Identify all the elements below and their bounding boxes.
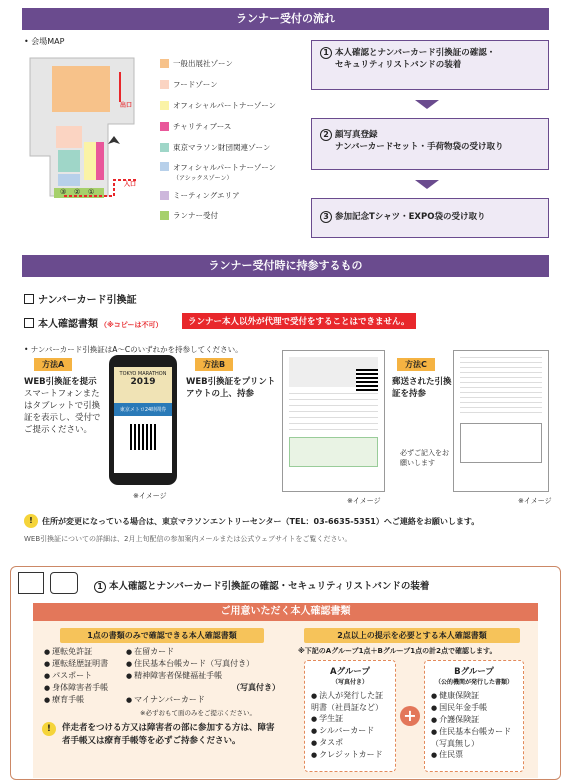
doc-item: ● 住民票 — [431, 749, 517, 761]
phone-banner: 東京メトロ24時間券 — [114, 403, 172, 416]
doc-item: ● 介護保険証 — [431, 714, 517, 726]
step-number: 3 — [320, 211, 332, 223]
step-number: 2 — [320, 129, 332, 141]
single-doc-title: 1点の書類のみで確認できる本人確認書類 — [60, 628, 264, 643]
legend-label: 東京マラソン財団関連ゾーン — [173, 143, 271, 152]
flow-step-2 — [311, 118, 549, 170]
wristband-icon — [50, 572, 78, 594]
step-line1: 本人確認とナンバーカード引換証の確認・ — [335, 48, 496, 58]
map-step-2: ② — [74, 188, 81, 196]
caution-text: 伴走者をつける方又は障害者の部に参加する方は、障害者手帳又は療育手帳等を必ずご持参ください。 — [62, 723, 275, 746]
legend-item — [160, 190, 240, 201]
step-line2: ナンバーカードセット・手荷物袋の受け取り — [335, 142, 504, 152]
step-line1: 参加記念Tシャツ・EXPO袋の受け取り — [335, 212, 486, 222]
fill-in-note: 必ずご記入をお願いします — [400, 449, 449, 467]
doc-item: ● 運転免許証 — [44, 646, 108, 658]
phone-screen — [114, 367, 172, 473]
doc-item: ● クレジットカード — [311, 749, 389, 761]
group-b-name: Bグループ — [454, 667, 494, 677]
methods-intro: • ナンバーカード引換証はA～Cのいずれかを持参してください。 — [24, 345, 243, 354]
legend-label: フードゾーン — [173, 80, 218, 89]
map-label: • 会場MAP — [24, 37, 65, 46]
method-c-tag: 方法C — [397, 358, 435, 371]
arrow-down-icon — [415, 180, 439, 189]
qr-code-icon — [356, 369, 378, 391]
phone-year: 2019 — [130, 377, 156, 387]
card-form — [460, 423, 542, 463]
image-note-c: ※イメージ — [518, 497, 552, 505]
item-id-doc — [24, 315, 163, 330]
arrow-down-icon — [415, 100, 439, 109]
legend-label: ランナー受付 — [173, 211, 218, 220]
group-a-box — [304, 660, 396, 772]
map-step-3: ③ — [60, 188, 67, 196]
doc-item: ● 住民基本台帳カード（写真無し） — [431, 726, 517, 749]
step-line2: セキュリティリストバンドの装着 — [335, 60, 462, 70]
id-card-icon — [18, 572, 44, 594]
legend-label: オフィシャルパートナーゾーン — [173, 163, 277, 172]
item-label: 本人確認書類 — [38, 319, 98, 330]
single-doc-list-3 — [126, 694, 205, 706]
method-a-text — [24, 376, 104, 436]
exit-tag: 出口 — [120, 102, 133, 109]
doc-item: ● 住民基本台帳カード（写真付き） — [126, 658, 254, 670]
legend-item — [160, 121, 231, 132]
address-notice — [24, 514, 479, 528]
method-a-desc: スマートフォンまたはタブレットで引換証を表示し、受付でご提示ください。 — [24, 389, 101, 435]
printout-lines — [289, 393, 378, 433]
group-a-name: Aグループ — [330, 667, 370, 677]
image-note-a: ※イメージ — [133, 492, 167, 500]
phone-brand: TOKYO MARATHON — [119, 371, 167, 377]
method-c-text: 郵送された引換証を持参 — [392, 377, 452, 399]
legend-item — [160, 79, 218, 90]
entrance-tag: 入口 — [124, 181, 137, 188]
group-b-box — [424, 660, 524, 772]
method-b-tag: 方法B — [195, 358, 233, 371]
section-1-title — [94, 578, 429, 593]
legend-item — [160, 100, 276, 111]
method-a-bold: WEB引換証を提示 — [24, 377, 97, 387]
doc-item: ● 精神障害者保健福祉手帳 — [126, 670, 254, 682]
single-doc-list-2 — [126, 646, 254, 682]
address-notice-text: 住所が変更になっている場合は、東京マラソンエントリーセンター（TEL：03-6635-5351）へご連絡をお願いします。 — [42, 516, 480, 526]
doc-item: ● 法人が発行した証明書（社員証など） — [311, 690, 389, 713]
legend-item — [160, 210, 218, 221]
group-b-list — [431, 690, 517, 761]
step-number: 1 — [320, 47, 332, 59]
doc-item: ● 身体障害者手帳 — [44, 682, 108, 694]
legend-swatch — [160, 101, 169, 110]
checkbox-icon — [24, 318, 34, 328]
doc-item: ● 国民年金手帳 — [431, 702, 517, 714]
doc-item: ● 学生証 — [311, 713, 389, 725]
legend-item — [160, 142, 270, 153]
step-line1: 顔写真登録 — [335, 130, 378, 140]
phone-illustration — [109, 355, 177, 485]
item-number-card — [24, 291, 137, 306]
double-doc-subtitle: ※下記のAグループ1点＋Bグループ1点の計2点で確認します。 — [298, 647, 497, 655]
legend-label: 一般出展社ゾーン — [173, 59, 233, 68]
doc-item: ● シルバーカード — [311, 725, 389, 737]
doc-item: ● 在留カード — [126, 646, 254, 658]
doc-item: ● 運転経歴証明書 — [44, 658, 108, 670]
legend-swatch — [160, 122, 169, 131]
warning-icon: ! — [24, 514, 38, 528]
flow-step-1 — [311, 40, 549, 90]
single-doc-list-1 — [44, 646, 108, 706]
card-lines — [460, 357, 542, 417]
legend-sublabel: （アシックスゾーン） — [173, 175, 233, 182]
method-a-tag: 方法A — [34, 358, 72, 371]
double-doc-title: 2点以上の提示を必要とする本人確認書類 — [304, 628, 520, 643]
section-1-title-text: 本人確認とナンバーカード引換証の確認・セキュリティリストバンドの装着 — [109, 581, 430, 592]
qr-code-icon — [130, 424, 156, 450]
step-number: 1 — [94, 581, 106, 593]
legend-swatch — [160, 211, 169, 220]
warning-icon: ! — [42, 722, 56, 736]
legend-swatch — [160, 191, 169, 200]
copy-note: （※コピーは不可） — [100, 321, 163, 329]
checkbox-icon — [24, 294, 34, 304]
doc-item: ● マイナンバーカード — [126, 694, 205, 706]
mailed-card-illustration — [453, 350, 549, 492]
item-label: ナンバーカード引換証 — [38, 295, 137, 306]
doc-item: ● パスポート — [44, 670, 108, 682]
legend-swatch — [160, 143, 169, 152]
group-a-list — [311, 690, 389, 761]
bring-banner: ランナー受付時に持参するもの — [22, 255, 549, 277]
map-step-1: ① — [88, 188, 95, 196]
image-note-b: ※イメージ — [347, 497, 381, 505]
doc-item: ● タスポ — [311, 737, 389, 749]
legend-label: ミーティングエリア — [173, 191, 240, 200]
id-docs-banner: ご用意いただく本人確認書類 — [33, 603, 538, 621]
legend-item — [160, 162, 276, 182]
caution-note — [42, 722, 278, 748]
flow-banner: ランナー受付の流れ — [22, 8, 549, 30]
doc-item: ● 健康保険証 — [431, 690, 517, 702]
legend-swatch — [160, 59, 169, 68]
plus-icon: + — [400, 706, 420, 726]
legend-label: チャリティブース — [173, 122, 232, 131]
legend-swatch — [160, 80, 169, 89]
doc-item: ● 療育手帳 — [44, 694, 108, 706]
venue-map — [24, 46, 144, 216]
group-a-sub: （写真付き） — [331, 679, 368, 686]
proxy-warning: ランナー本人以外が代理で受付をすることはできません。 — [182, 313, 416, 329]
printout-green-box — [289, 437, 378, 467]
method-b-text: WEB引換証をプリントアウトの上、持参 — [186, 377, 276, 399]
legend-label: オフィシャルパートナーゾーン — [173, 101, 277, 110]
front-only-note: ※必ずおもて面のみをご提示ください。 — [140, 709, 256, 717]
flow-step-3 — [311, 198, 549, 238]
photo-note: （写真付き） — [232, 683, 280, 692]
phone-header — [114, 367, 172, 403]
web-note: WEB引換証についての詳細は、2月上旬配信の参加案内メールまたは公式ウェブサイトをご覧ください。 — [24, 535, 352, 543]
legend-item — [160, 58, 233, 69]
group-b-sub: （公的機関が発行した書類） — [434, 679, 513, 686]
legend-swatch — [160, 162, 169, 171]
printout-illustration — [282, 350, 385, 492]
